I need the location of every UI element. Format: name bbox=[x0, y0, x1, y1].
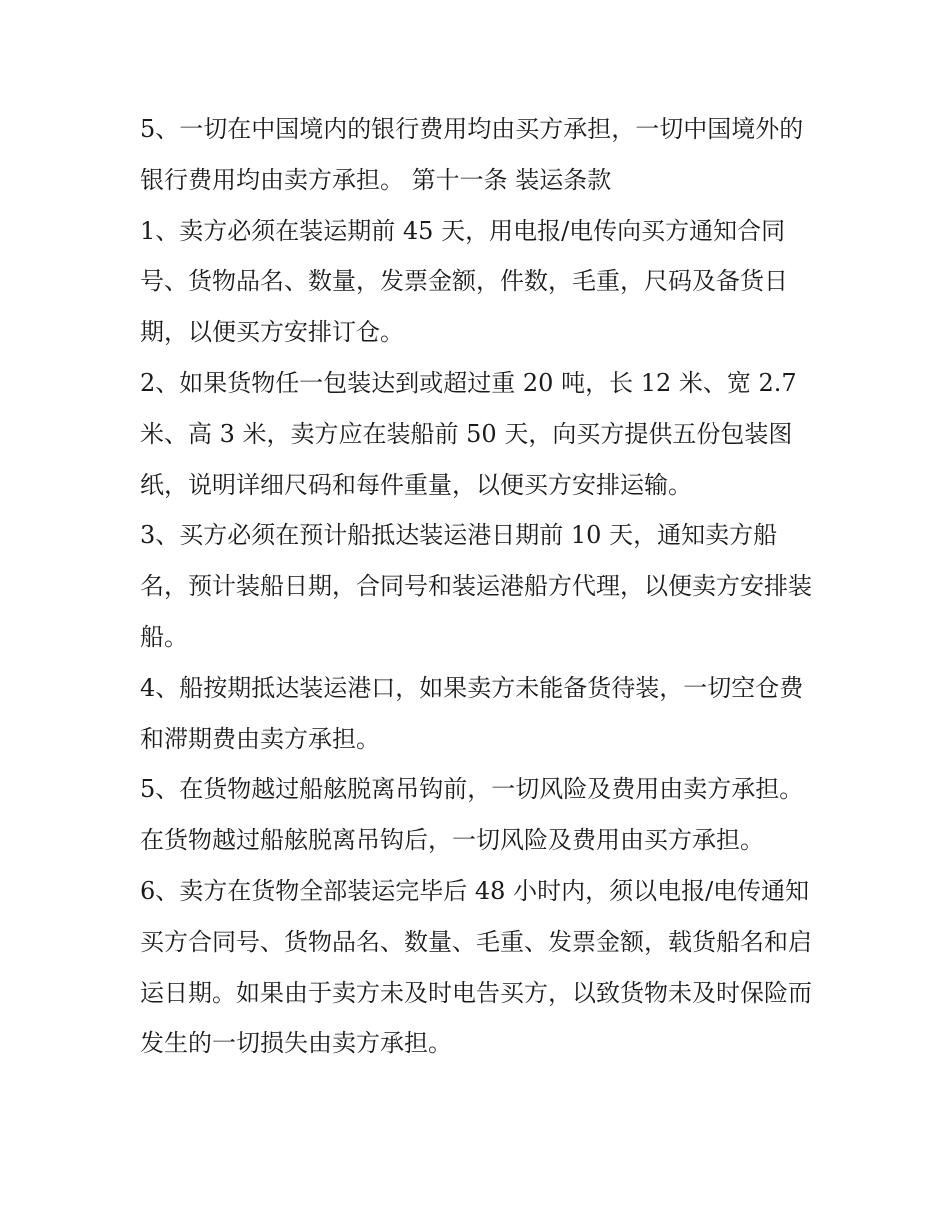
paragraph-vessel-notice: 3、买方必须在预计船抵达装运港日期前 10 天，通知卖方船名，预计装船日期，合同号和装运港船方代理，以便卖方安排装船。 bbox=[140, 521, 812, 651]
document-body bbox=[140, 104, 815, 1069]
paragraph-oversize-package: 2、如果货物任一包装达到或超过重 20 吨，长 12 米、宽 2.7 米、高 3 米，卖方应在装船前 50 天，向买方提供五份包装图纸，说明详细尺码和每件重量，以便买方安排运输。 bbox=[140, 368, 797, 499]
paragraph-shipment-advice: 6、卖方在货物全部装运完毕后 48 小时内，须以电报/电传通知买方合同号、货物品名、数量、毛重、发票金额，载货船名和启运日期。如果由于卖方未及时电告买方，以致货物未及时保险而发生的一切损失由卖方承担。 bbox=[140, 876, 812, 1058]
paragraph-bank-fees: 5、一切在中国境内的银行费用均由买方承担，一切中国境外的银行费用均由卖方承担。 第十一条 装运条款 bbox=[140, 115, 804, 194]
paragraph-risk-transfer: 5、在货物越过船舷脱离吊钩前，一切风险及费用由卖方承担。在货物越过船舷脱离吊钩后，一切风险及费用由买方承担。 bbox=[140, 775, 804, 855]
paragraph-shipping-notice: 1、卖方必须在装运期前 45 天，用电报/电传向买方通知合同号、货物品名、数量，发票金额，件数，毛重，尺码及备货日期，以便买方安排订仓。 bbox=[140, 216, 788, 347]
paragraph-dead-freight: 4、船按期抵达装运港口，如果卖方未能备货待装，一切空仓费和滞期费由卖方承担。 bbox=[140, 673, 804, 753]
